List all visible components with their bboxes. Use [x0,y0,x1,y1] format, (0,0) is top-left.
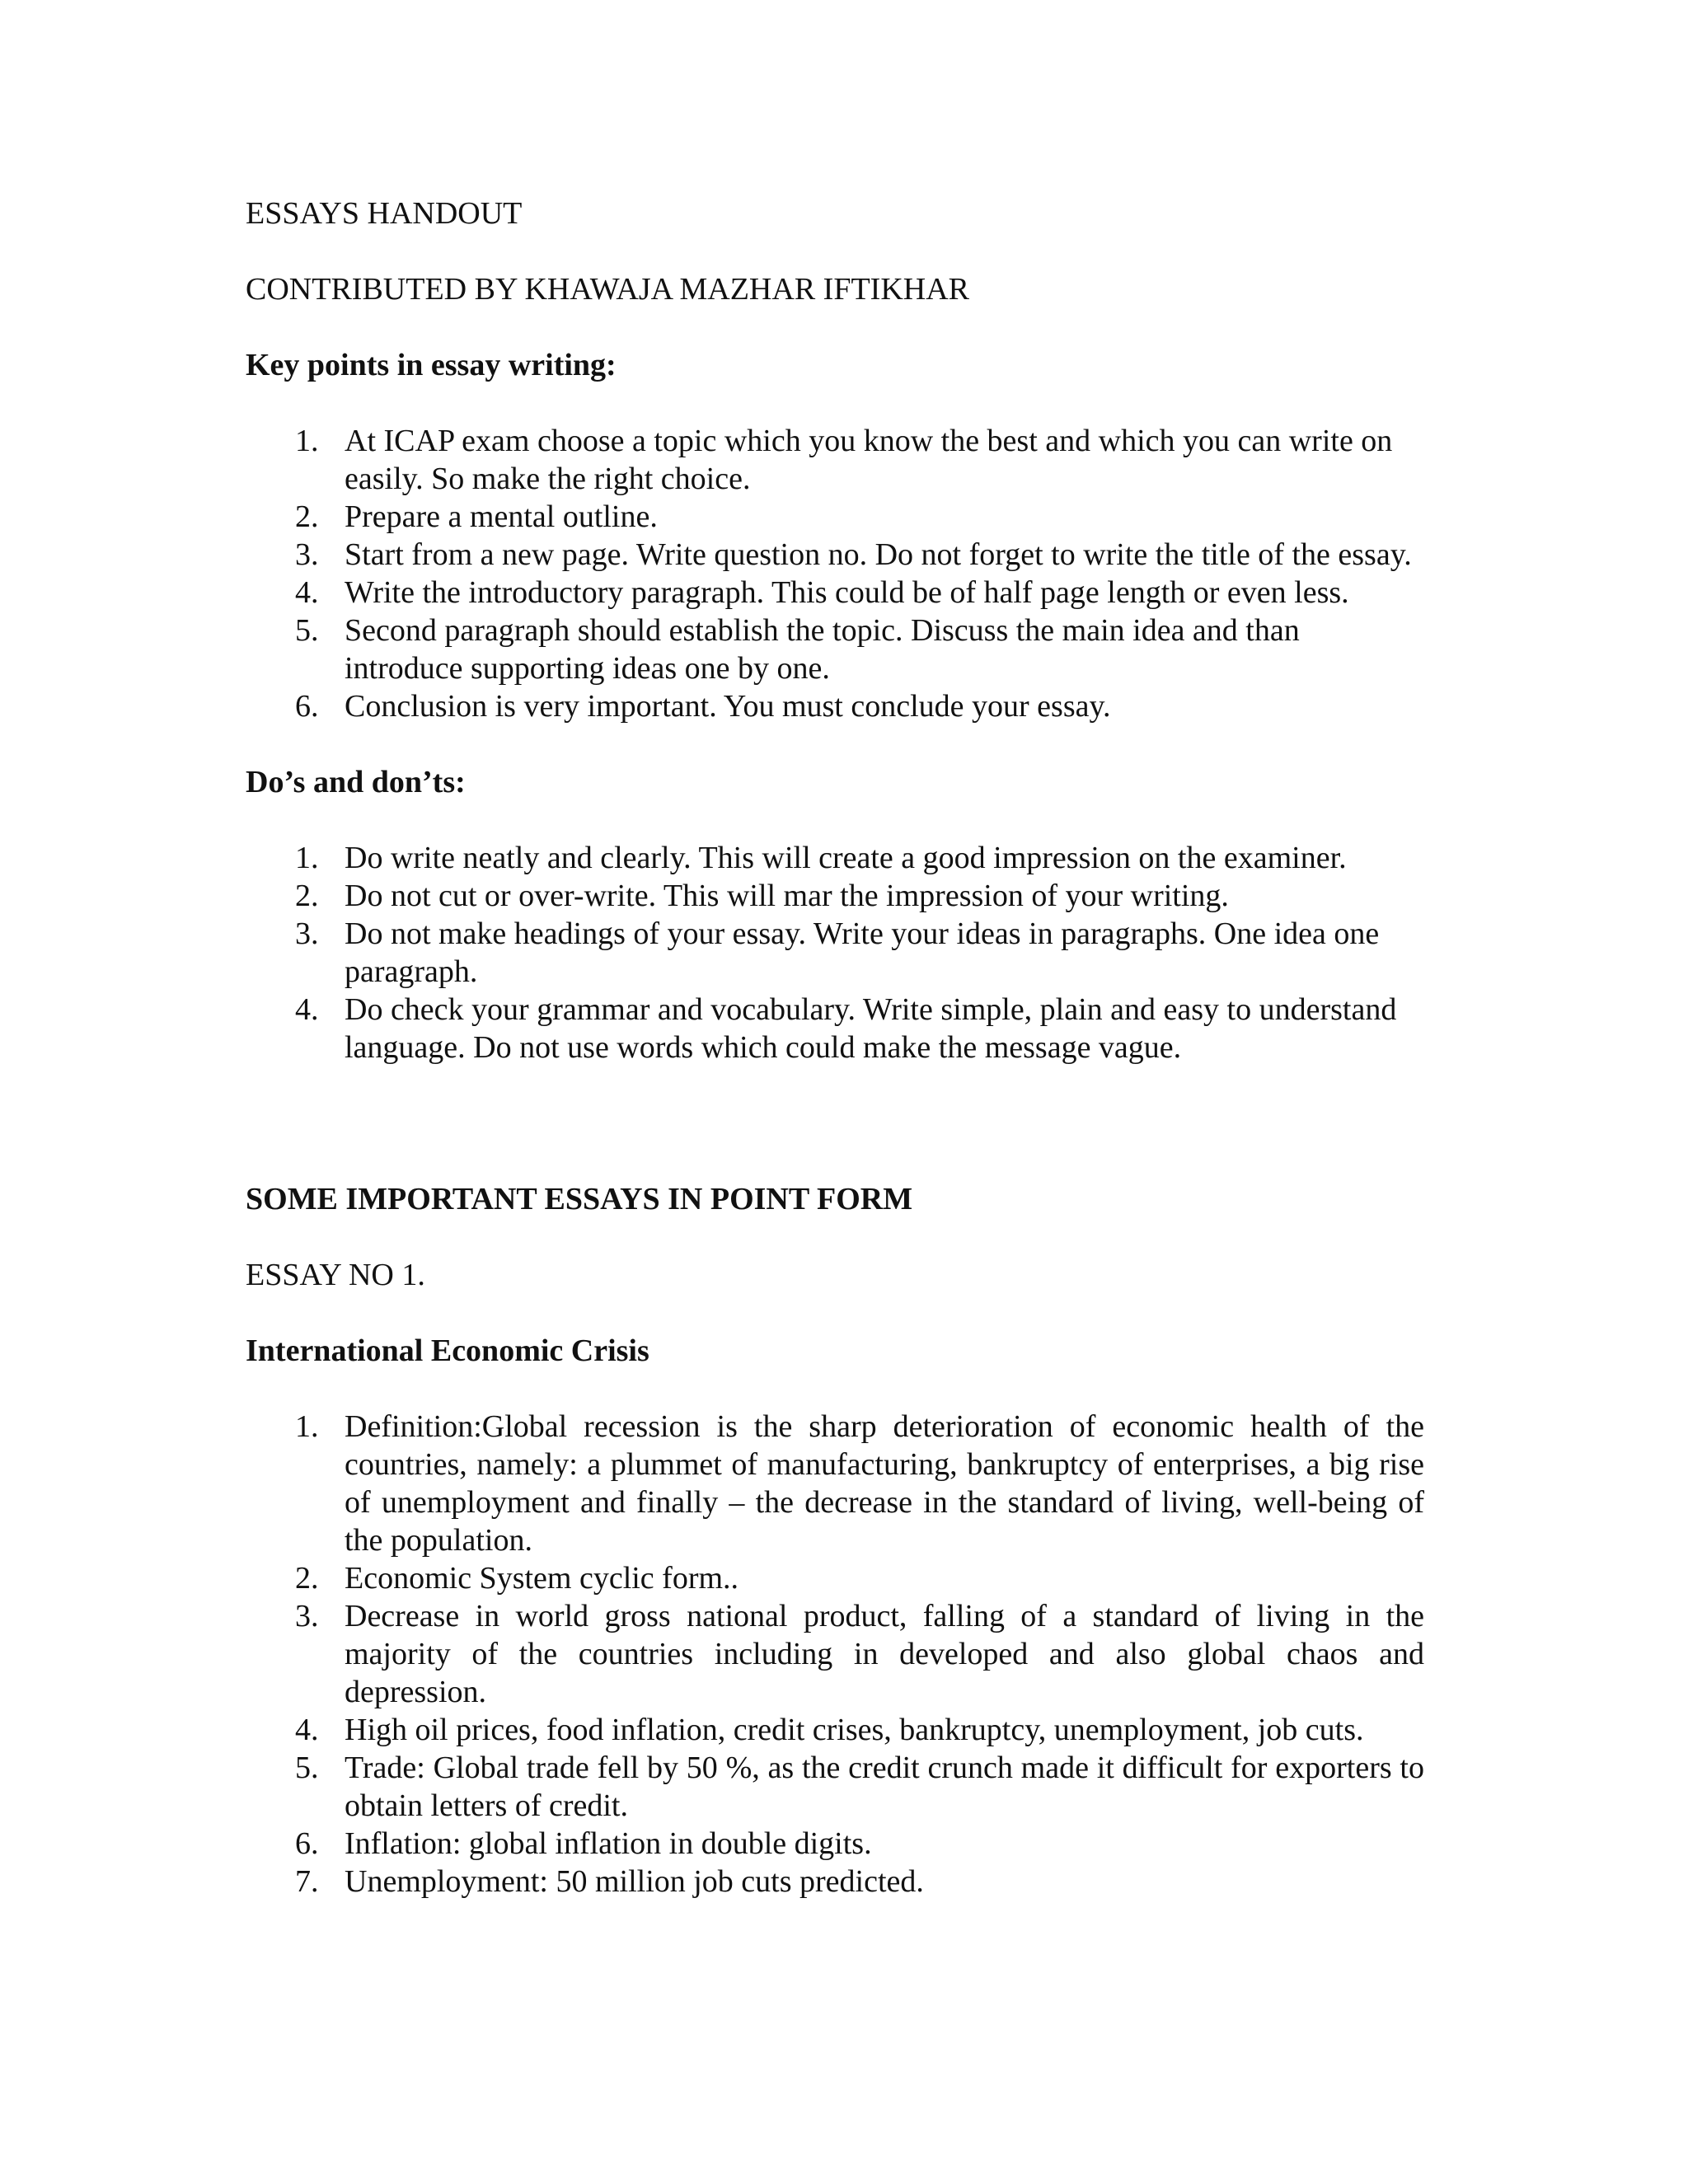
list-item-number: 2. [295,1561,319,1596]
list-item-number: 4. [295,1713,319,1747]
list-item-text: Second paragraph should establish the topic. Discuss the main idea and than introduce supporting ideas one by one. [345,613,1300,686]
list-item-number: 4. [295,992,319,1027]
list-item-number: 3. [295,1599,319,1633]
list-item-text: Prepare a mental outline. [345,499,658,534]
list-item-text: Decrease in world gross national product, falling of a standard of living in the majority of the countries including in developed and also global chaos and depression. [345,1599,1424,1709]
essay-points-list [246,1408,1424,1900]
list-item-number: 7. [295,1864,319,1899]
list-item [246,1749,1424,1825]
list-item-number: 5. [295,613,319,648]
list-item [246,991,1424,1066]
list-item-number: 2. [295,879,319,913]
list-item-text: At ICAP exam choose a topic which you know the best and which you can write on easily. So make the right choice. [345,424,1393,496]
list-item-text: Conclusion is very important. You must conclude your essay. [345,689,1111,724]
list-item-text: Write the introductory paragraph. This could be of half page length or even less. [345,575,1349,610]
list-item-text: Definition:Global recession is the sharp deterioration of economic health of the countries, namely: a plummet of manufacturing, bankruptcy of enterprises, a big rise of unemployment and finally – the decrease in the standard of living, well-being of the population. [345,1409,1424,1558]
list-item [246,498,1424,536]
list-item [246,1711,1424,1749]
list-item [246,574,1424,612]
list-item [246,612,1424,687]
list-item-number: 1. [295,424,319,458]
list-item [246,1597,1424,1711]
list-item-number: 1. [295,841,319,875]
list-item [246,687,1424,725]
list-item-text: Inflation: global inflation in double digits. [345,1826,872,1861]
dos-donts-heading: Do’s and don’ts: [246,765,466,799]
list-item-number: 6. [295,1826,319,1861]
list-item-text: Do write neatly and clearly. This will create a good impression on the examiner. [345,841,1347,875]
list-item [246,1559,1424,1597]
list-item-text: Unemployment: 50 million job cuts predicted. [345,1864,924,1899]
list-item [246,1825,1424,1863]
list-item-text: Economic System cyclic form.. [345,1561,739,1596]
list-item [246,1863,1424,1900]
list-item-number: 4. [295,575,319,610]
list-item [246,422,1424,498]
list-item-text: Do not cut or over-write. This will mar the impression of your writing. [345,879,1229,913]
list-item-number: 5. [295,1750,319,1785]
list-item [246,1408,1424,1559]
list-item-text: Trade: Global trade fell by 50 %, as the credit crunch made it difficult for exporters to obtain letters of credit. [345,1750,1424,1823]
essay-number: ESSAY NO 1. [246,1258,425,1292]
list-item-text: High oil prices, food inflation, credit crises, bankruptcy, unemployment, job cuts. [345,1713,1364,1747]
list-item-number: 6. [295,689,319,724]
list-item-text: Do not make headings of your essay. Write your ideas in paragraphs. One idea one paragraph. [345,916,1380,989]
document-page [246,194,1424,1900]
document-title: ESSAYS HANDOUT [246,196,523,231]
list-item-text: Do check your grammar and vocabulary. Write simple, plain and easy to understand language. Do not use words which could make the message vague. [345,992,1397,1065]
key-points-heading: Key points in essay writing: [246,348,617,382]
list-item-number: 3. [295,916,319,951]
dos-donts-list [246,839,1424,1066]
list-item [246,915,1424,991]
essay-title: International Economic Crisis [246,1333,649,1368]
list-item [246,536,1424,574]
key-points-list [246,422,1424,725]
list-item [246,839,1424,877]
list-item-text: Start from a new page. Write question no. Do not forget to write the title of the essay. [345,537,1412,572]
section-heading: SOME IMPORTANT ESSAYS IN POINT FORM [246,1182,913,1216]
list-item [246,877,1424,915]
list-item-number: 2. [295,499,319,534]
list-item-number: 3. [295,537,319,572]
contributor-line: CONTRIBUTED BY KHAWAJA MAZHAR IFTIKHAR [246,272,969,307]
list-item-number: 1. [295,1409,319,1444]
